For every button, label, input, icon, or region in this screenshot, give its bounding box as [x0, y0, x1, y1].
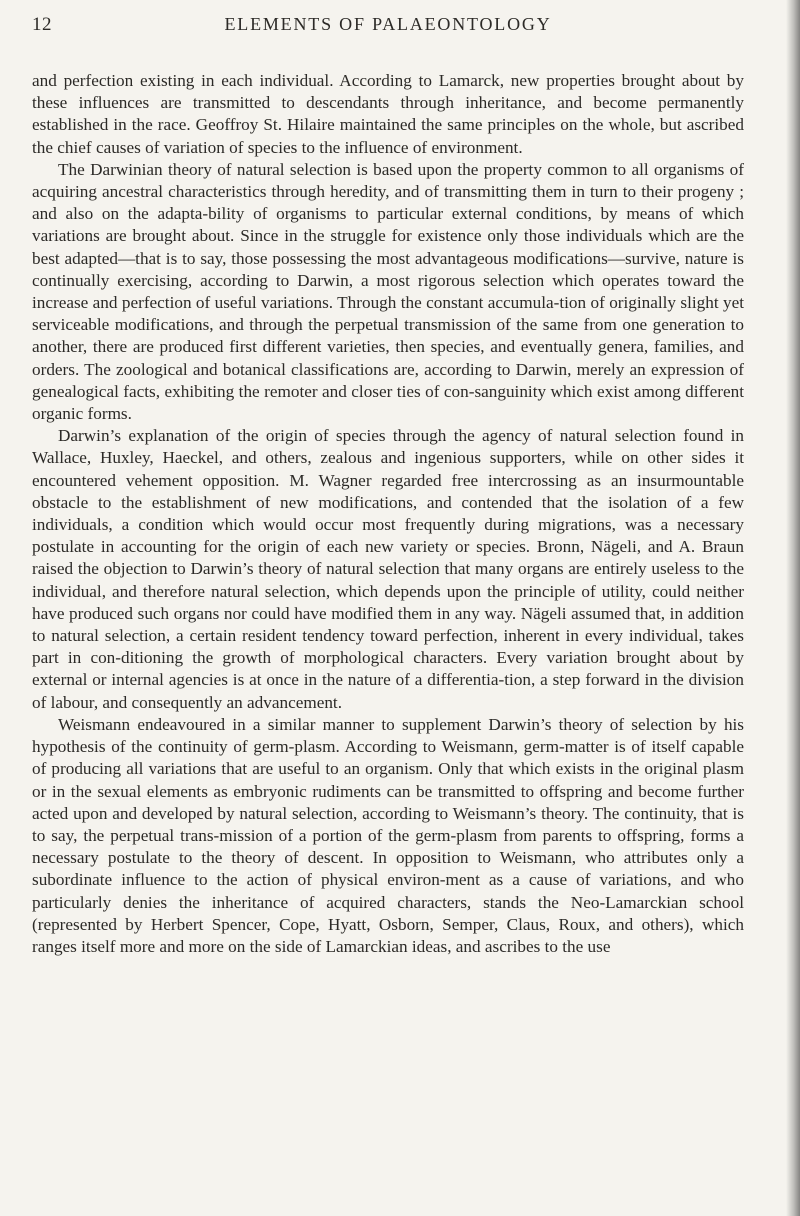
paragraph-continuation: and perfection existing in each individual. According to Lamarck, new properties brought about by these influences are transmitted to descendants through inheritance, and become permanently established in the race. Geoffroy St. Hilaire maintained the same principles on the whole, but ascribed the chief causes of variation of species to the influence of environment. [32, 71, 744, 157]
paragraph-darwinian-theory: The Darwinian theory of natural selection is based upon the property common to all organisms of acquiring ancestral characteristics through heredity, and of transmitting them in turn to their progeny ; and also on the adapta-bility of organisms to particular external conditions, by means of which variations are brought about. Since in the struggle for existence only those individuals which are the best adapted—that is to say, those possessing the most advantageous modifications—survive, nature is continually exercising, according to Darwin, a most rigorous selection which operates toward the increase and perfection of useful variations. Through the constant accumula-tion of originally slight yet serviceable modifications, and through the perpetual transmission of the same from one generation to another, there are produced first different varieties, then species, and eventually genera, families, and orders. The zoological and botanical classifications are, according to Darwin, merely an expression of genealogical facts, exhibiting the remoter and closer ties of con-sanguinity which exist among different organic forms. [32, 159, 744, 424]
running-title: ELEMENTS OF PALAEONTOLOGY [224, 14, 552, 34]
page-edge-shadow [786, 0, 800, 1216]
page-header [32, 14, 744, 44]
paragraph-weismann: Weismann endeavoured in a similar manner to supplement Darwin’s theory of selection by his hypothesis of the continuity of germ-plasm. According to Weismann, germ-matter is of itself capable of producing all variations that are useful to an organism. Only that which exists in the original plasm or in the sexual elements as embryonic rudiments can be transmitted to offspring and become further acted upon and developed by natural selection, according to Weismann’s theory. The continuity, that is to say, the perpetual trans-mission of a portion of the germ-plasm from parents to offspring, forms a necessary postulate to the theory of descent. In opposition to Weismann, who attributes only a subordinate influence to the action of physical environ-ment as a cause of variations, and who particularly denies the inheritance of acquired characters, stands the Neo-Lamarckian school (represented by Herbert Spencer, Cope, Hyatt, Osborn, Semper, Claus, Roux, and others), which ranges itself more and more on the side of Lamarckian ideas, and ascribes to the use [32, 714, 744, 956]
body-text [32, 70, 744, 958]
page-number: 12 [32, 14, 52, 35]
paragraph-darwin-explanation: Darwin’s explanation of the origin of species through the agency of natural selection found in Wallace, Huxley, Haeckel, and others, zealous and ingenious supporters, while on other sides it encountered vehement opposition. M. Wagner regarded free intercrossing as an insurmountable obstacle to the establishment of new modifications, and contended that the isolation of a few individuals, a condition which would occur most frequently during migrations, was a necessary postulate in accounting for the origin of each new variety or species. Bronn, Nägeli, and A. Braun raised the objection to Darwin’s theory of natural selection that many organs are entirely useless to the individual, and therefore natural selection, which depends upon the principle of utility, could neither have produced such organs nor could have modified them in any way. Nägeli assumed that, in addition to natural selection, a certain resident tendency toward perfection, inherent in every individual, takes part in con-ditioning the growth of morphological characters. Every variation brought about by external or internal agencies is at once in the nature of a differentia-tion, a step forward in the division of labour, and consequently an advancement. [32, 426, 744, 712]
